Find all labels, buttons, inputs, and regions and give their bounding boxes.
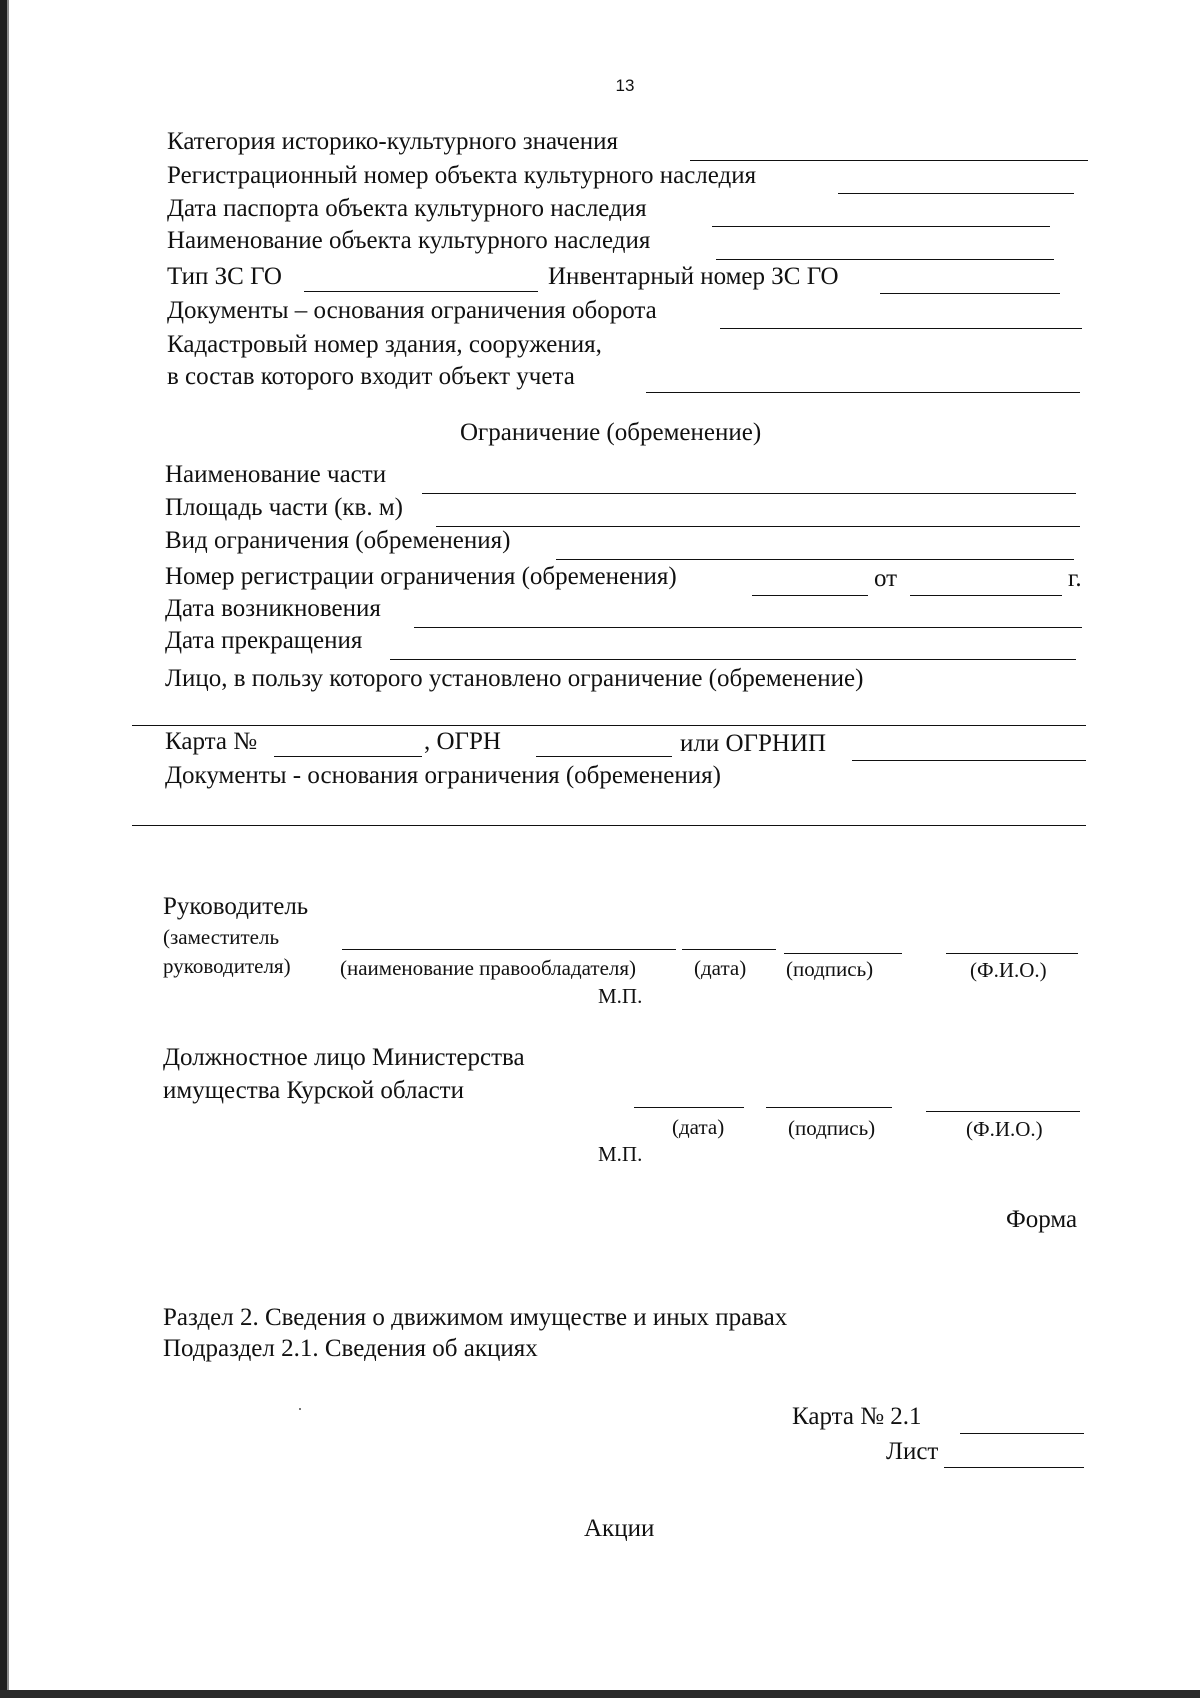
cadastral-field-line[interactable] xyxy=(646,392,1080,393)
holder-fio-line[interactable] xyxy=(946,953,1078,954)
scan-edge-bottom xyxy=(0,1690,1200,1698)
end-date-field-line[interactable] xyxy=(390,659,1076,660)
reg-number-field-line[interactable] xyxy=(838,193,1074,194)
zs-go-type-field-line[interactable] xyxy=(304,291,538,292)
card-number-line[interactable] xyxy=(960,1433,1084,1434)
holder-date-line[interactable] xyxy=(682,949,776,950)
ministry-signature-line[interactable] xyxy=(766,1107,892,1108)
zs-go-type-label: Тип ЗС ГО xyxy=(167,263,282,290)
end-date-label: Дата прекращения xyxy=(165,627,363,654)
sheet-number-line[interactable] xyxy=(944,1467,1084,1468)
part-name-label: Наименование части xyxy=(165,461,387,488)
form-label: Форма xyxy=(1006,1206,1078,1233)
year-suffix: г. xyxy=(1068,565,1082,592)
turnover-docs-label: Документы – основания ограничения оборота xyxy=(167,297,657,324)
page-number: 13 xyxy=(615,76,635,95)
ogrn-field-line[interactable] xyxy=(536,756,672,757)
zs-go-inventory-field-line[interactable] xyxy=(880,293,1060,294)
ministry-title-line2: имущества Курской области xyxy=(163,1077,464,1104)
beneficiary-field-line[interactable] xyxy=(132,725,1086,726)
scan-edge-left xyxy=(0,0,7,1698)
section-title: Раздел 2. Сведения о движимом имуществе и иных правах xyxy=(163,1304,788,1331)
cadastral-label-line1: Кадастровый номер здания, сооружения, xyxy=(167,331,602,358)
holder-owner-name-line[interactable] xyxy=(342,949,676,950)
ministry-stamp: М.П. xyxy=(598,1142,643,1166)
section-subtitle: Подраздел 2.1. Сведения об акциях xyxy=(163,1335,538,1362)
restriction-reg-date-field-line[interactable] xyxy=(910,595,1062,596)
ogrn-label: , ОГРН xyxy=(424,728,501,755)
restriction-heading: Ограничение (обременение) xyxy=(460,419,762,446)
zs-go-inventory-label: Инвентарный номер ЗС ГО xyxy=(548,263,839,290)
card-number-label: Карта № 2.1 xyxy=(792,1403,922,1430)
holder-title: Руководитель xyxy=(163,893,309,920)
reg-number-label: Регистрационный номер объекта культурного наследия xyxy=(167,162,757,189)
holder-stamp: М.П. xyxy=(598,984,643,1008)
beneficiary-label: Лицо, в пользу которого установлено ограничение (обременение) xyxy=(165,665,864,692)
category-label: Категория историко-культурного значения xyxy=(167,128,618,155)
ministry-date-caption: (дата) xyxy=(672,1115,725,1139)
ministry-date-line[interactable] xyxy=(634,1107,744,1108)
holder-owner-caption: (наименование правообладателя) xyxy=(340,956,637,980)
holder-deputy-line1: (заместитель xyxy=(163,925,280,949)
restriction-reg-number-label: Номер регистрации ограничения (обременения) xyxy=(165,563,677,590)
start-date-field-line[interactable] xyxy=(414,627,1082,628)
heritage-name-field-line[interactable] xyxy=(716,259,1054,260)
restriction-type-field-line[interactable] xyxy=(556,559,1074,560)
sheet-label: Лист xyxy=(886,1438,939,1465)
restriction-docs-label: Документы - основания ограничения (обременения) xyxy=(165,762,721,789)
from-label: от xyxy=(874,565,898,592)
passport-date-label: Дата паспорта объекта культурного наследия xyxy=(167,195,647,222)
passport-date-field-line[interactable] xyxy=(712,226,1050,227)
shares-heading: Акции xyxy=(584,1515,655,1542)
ministry-signature-caption: (подпись) xyxy=(788,1116,876,1140)
restriction-reg-number-field-line[interactable] xyxy=(752,595,868,596)
card-label: Карта № xyxy=(165,728,258,755)
holder-signature-line[interactable] xyxy=(784,953,902,954)
ministry-fio-caption: (Ф.И.О.) xyxy=(966,1117,1043,1141)
heritage-name-label: Наименование объекта культурного наследия xyxy=(167,227,651,254)
holder-fio-caption: (Ф.И.О.) xyxy=(970,958,1047,982)
turnover-docs-field-line[interactable] xyxy=(720,328,1082,329)
restriction-type-label: Вид ограничения (обременения) xyxy=(165,527,511,554)
part-name-field-line[interactable] xyxy=(422,493,1076,494)
part-area-label: Площадь части (кв. м) xyxy=(165,494,403,521)
ministry-title-line1: Должностное лицо Министерства xyxy=(163,1044,525,1071)
holder-signature-caption: (подпись) xyxy=(786,957,874,981)
holder-date-caption: (дата) xyxy=(694,956,747,980)
card-number-field-line[interactable] xyxy=(274,756,422,757)
ogrnip-field-line[interactable] xyxy=(852,760,1086,761)
holder-deputy-line2: руководителя) xyxy=(163,954,291,978)
scan-speck xyxy=(299,1408,301,1410)
start-date-label: Дата возникновения xyxy=(165,595,381,622)
ministry-fio-line[interactable] xyxy=(926,1111,1080,1112)
part-area-field-line[interactable] xyxy=(436,526,1080,527)
cadastral-label-line2: в состав которого входит объект учета xyxy=(167,363,575,390)
ogrnip-label: или ОГРНИП xyxy=(680,730,827,757)
restriction-docs-field-line[interactable] xyxy=(132,825,1086,826)
